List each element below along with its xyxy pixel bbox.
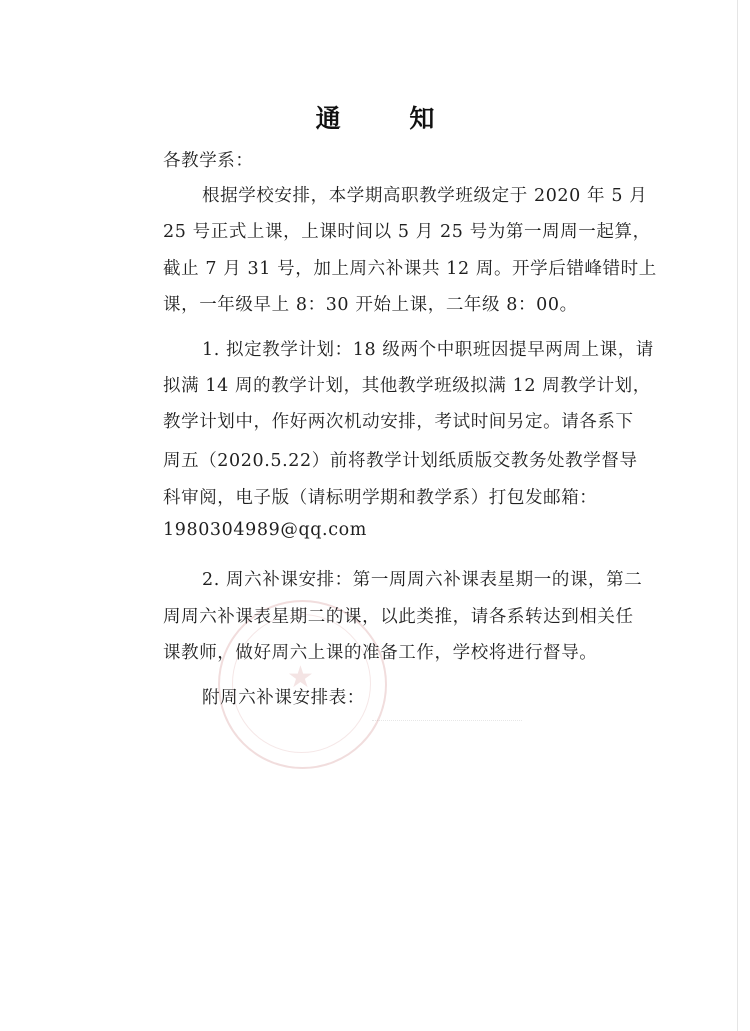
- scan-bleed-through: [372, 720, 522, 779]
- body-line: 截止 7 月 31 号，加上周六补课共 12 周。开学后错峰错时上: [163, 259, 657, 279]
- item-1-line: 1. 拟定教学计划：18 级两个中职班因提早两周上课，请: [202, 340, 654, 360]
- item-2-line: 周周六补课表星期二的课，以此类推，请各系转达到相关任: [163, 607, 634, 627]
- scan-edge: [737, 0, 738, 1031]
- salutation: 各教学系：: [163, 151, 254, 171]
- item-2-line: 课教师，做好周六上课的准备工作，学校将进行督导。: [163, 643, 598, 663]
- item-1-line: 教学计划中，作好两次机动安排，考试时间另定。请各系下: [163, 412, 634, 432]
- item-1-line: 拟满 14 周的教学计划，其他教学班级拟满 12 周教学计划，: [163, 376, 651, 396]
- item-1-line: 周五（2020.5.22）前将教学计划纸质版交教务处教学督导: [163, 451, 638, 471]
- item-2-line: 2. 周六补课安排：第一周周六补课表星期一的课，第二: [202, 570, 643, 590]
- attachment-note: 附周六补课安排表：: [202, 688, 365, 708]
- item-1-line: 科审阅，电子版（请标明学期和教学系）打包发邮箱：: [163, 488, 598, 508]
- notice-title: 通 知: [315, 104, 465, 133]
- email-address: 1980304989@qq.com: [163, 520, 367, 540]
- body-line: 根据学校安排，本学期高职教学班级定于 2020 年 5 月: [202, 186, 648, 206]
- body-line: 25 号正式上课，上课时间以 5 月 25 号为第一周周一起算，: [163, 222, 651, 242]
- body-line: 课，一年级早上 8：30 开始上课，二年级 8：00。: [163, 295, 578, 315]
- seal-star-icon: ★: [287, 660, 314, 695]
